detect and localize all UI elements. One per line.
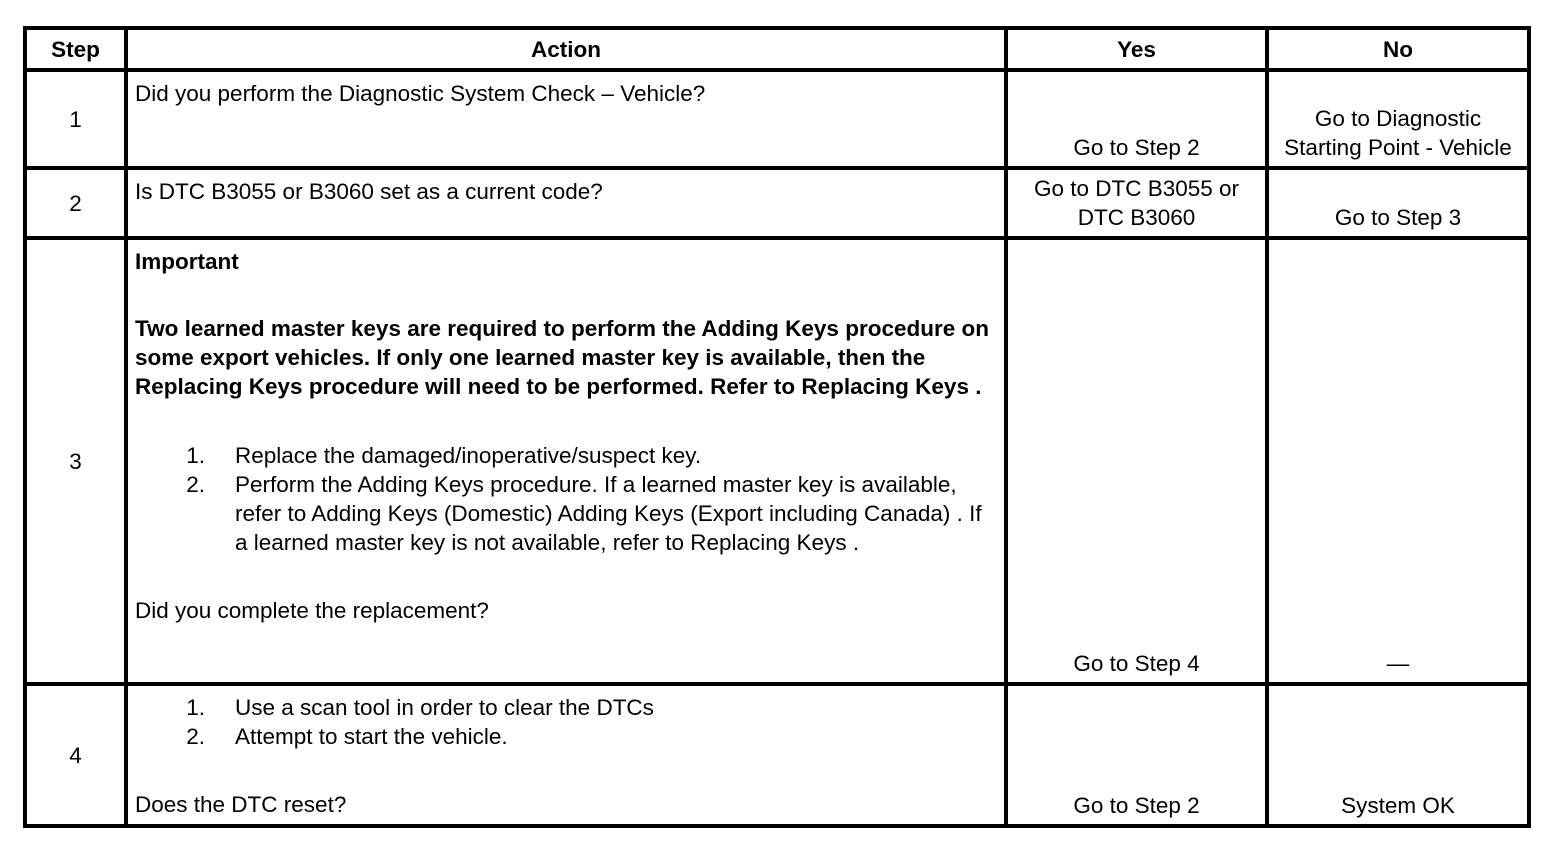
header-row bbox=[25, 28, 1529, 70]
no-cell bbox=[1267, 70, 1529, 168]
step-number: 2 bbox=[25, 168, 126, 238]
no-result: — bbox=[1386, 651, 1410, 676]
list-item-text: Use a scan tool in order to clear the DTCs bbox=[235, 695, 654, 720]
important-title: Important bbox=[135, 249, 239, 274]
no-result: Go to Step 3 bbox=[1334, 205, 1462, 230]
yes-cell bbox=[1006, 70, 1267, 168]
action-cell bbox=[126, 238, 1006, 684]
action-question: Did you perform the Diagnostic System Check – Vehicle? bbox=[135, 81, 706, 106]
action-question: Is DTC B3055 or B3060 set as a current code? bbox=[135, 179, 603, 204]
action-question: Does the DTC reset? bbox=[135, 792, 347, 817]
list-item bbox=[135, 441, 996, 470]
yes-cell bbox=[1006, 684, 1267, 826]
list-item-text: Replace the damaged/inoperative/suspect key. bbox=[235, 443, 702, 468]
yes-cell bbox=[1006, 168, 1267, 238]
procedure-list bbox=[135, 441, 996, 557]
no-cell bbox=[1267, 684, 1529, 826]
list-item-number: 2. bbox=[186, 472, 205, 497]
no-result: System OK bbox=[1341, 793, 1455, 818]
no-cell bbox=[1267, 238, 1529, 684]
list-item-text: Attempt to start the vehicle. bbox=[235, 724, 508, 749]
list-item bbox=[135, 722, 996, 751]
important-note: Two learned master keys are required to perform the Adding Keys procedure on some export vehicles. If only one learned master key is available, then the Replacing Keys procedure will need to be performed. Refer to Replacing Keys . bbox=[135, 316, 989, 399]
action-question: Did you complete the replacement? bbox=[135, 598, 489, 623]
yes-result: Go to Step 4 bbox=[1073, 651, 1200, 676]
no-result: Go to Diagnostic Starting Point - Vehicle bbox=[1284, 106, 1512, 160]
procedure-list bbox=[135, 693, 996, 751]
list-item-text: Perform the Adding Keys procedure. If a learned master key is available, refer to Adding Keys (Domestic) Adding Keys (Export including Canada) . If a learned master key is not available, refer to Replacing Keys . bbox=[235, 472, 982, 555]
table-row bbox=[25, 238, 1529, 684]
step-number: 4 bbox=[25, 684, 126, 826]
diagnostic-table bbox=[23, 26, 1531, 828]
action-cell bbox=[126, 684, 1006, 826]
yes-result: Go to DTC B3055 or DTC B3060 bbox=[1033, 176, 1240, 230]
list-item bbox=[135, 693, 996, 722]
action-cell bbox=[126, 168, 1006, 238]
header-no: No bbox=[1267, 28, 1529, 70]
list-item bbox=[135, 470, 996, 557]
no-cell bbox=[1267, 168, 1529, 238]
step-number: 3 bbox=[25, 238, 126, 684]
header-action: Action bbox=[126, 28, 1006, 70]
header-yes: Yes bbox=[1006, 28, 1267, 70]
yes-result: Go to Step 2 bbox=[1073, 135, 1200, 160]
table-row bbox=[25, 168, 1529, 238]
table-row bbox=[25, 684, 1529, 826]
action-cell bbox=[126, 70, 1006, 168]
table-row bbox=[25, 70, 1529, 168]
yes-cell bbox=[1006, 238, 1267, 684]
list-item-number: 1. bbox=[186, 443, 205, 468]
header-step: Step bbox=[25, 28, 126, 70]
step-number: 1 bbox=[25, 70, 126, 168]
yes-result: Go to Step 2 bbox=[1073, 793, 1200, 818]
list-item-number: 1. bbox=[186, 695, 205, 720]
list-item-number: 2. bbox=[186, 724, 205, 749]
